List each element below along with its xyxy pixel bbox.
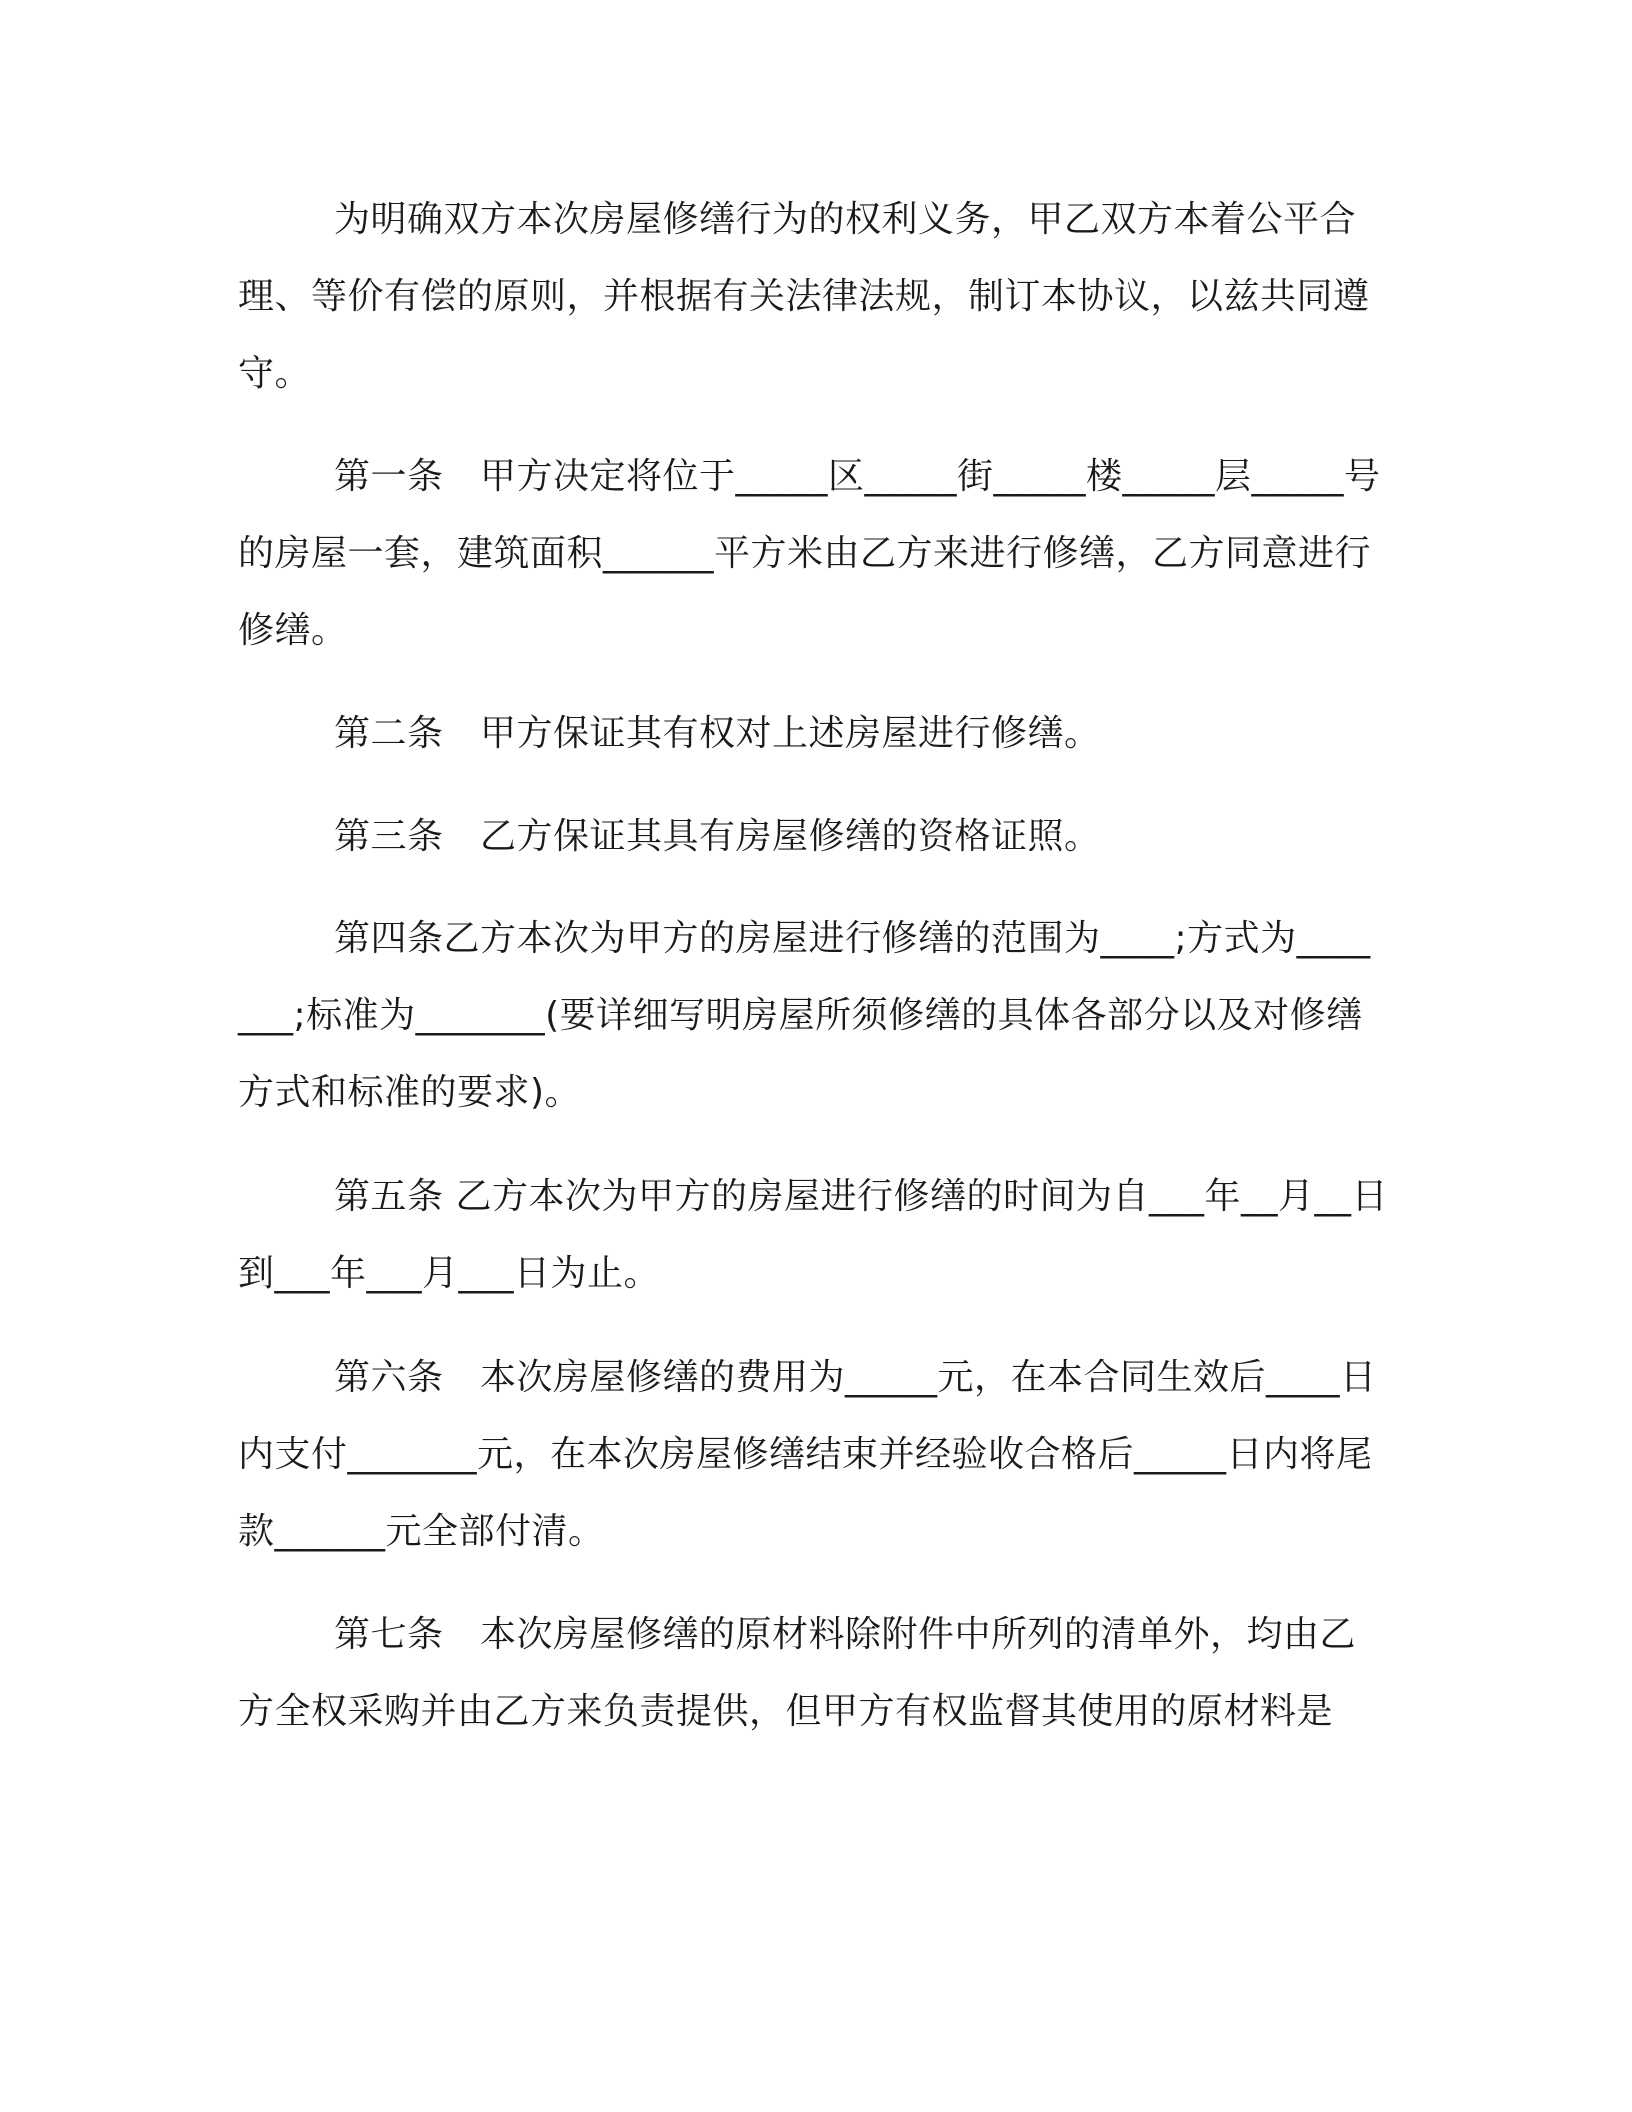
article-4-paragraph: 第四条乙方本次为甲方的房屋进行修缮的范围为____;方式为_______;标准为_______(要详细写明房屋所须修缮的具体各部分以及对修缮方式和标准的要求)。 <box>238 918 1371 1113</box>
article-6-paragraph: 第六条 本次房屋修缮的费用为_____元，在本合同生效后____日内支付_______元，在本次房屋修缮结束并经验收合格后_____日内将尾款______元全部付清。 <box>238 1357 1377 1552</box>
article-7-paragraph: 第七条 本次房屋修缮的原材料除附件中所列的清单外，均由乙方全权采购并由乙方来负责提供，但甲方有权监督其使用的原材料是 <box>238 1614 1357 1732</box>
article-3-paragraph: 第三条 乙方保证其具有房屋修缮的资格证照。 <box>334 816 1101 857</box>
article-2-paragraph: 第二条 甲方保证其有权对上述房屋进行修缮。 <box>334 713 1101 754</box>
intro-paragraph: 为明确双方本次房屋修缮行为的权利义务，甲乙双方本着公平合理、等价有偿的原则，并根据有关法律法规，制订本协议，以兹共同遵守。 <box>238 199 1370 394</box>
article-1-paragraph: 第一条 甲方决定将位于_____区_____街_____楼_____层_____号的房屋一套，建筑面积______平方米由乙方来进行修缮，乙方同意进行修缮。 <box>238 456 1381 651</box>
article-5-paragraph: 第五条 乙方本次为甲方的房屋进行修缮的时间为自___年__月__日到___年___月___日为止。 <box>238 1176 1388 1294</box>
